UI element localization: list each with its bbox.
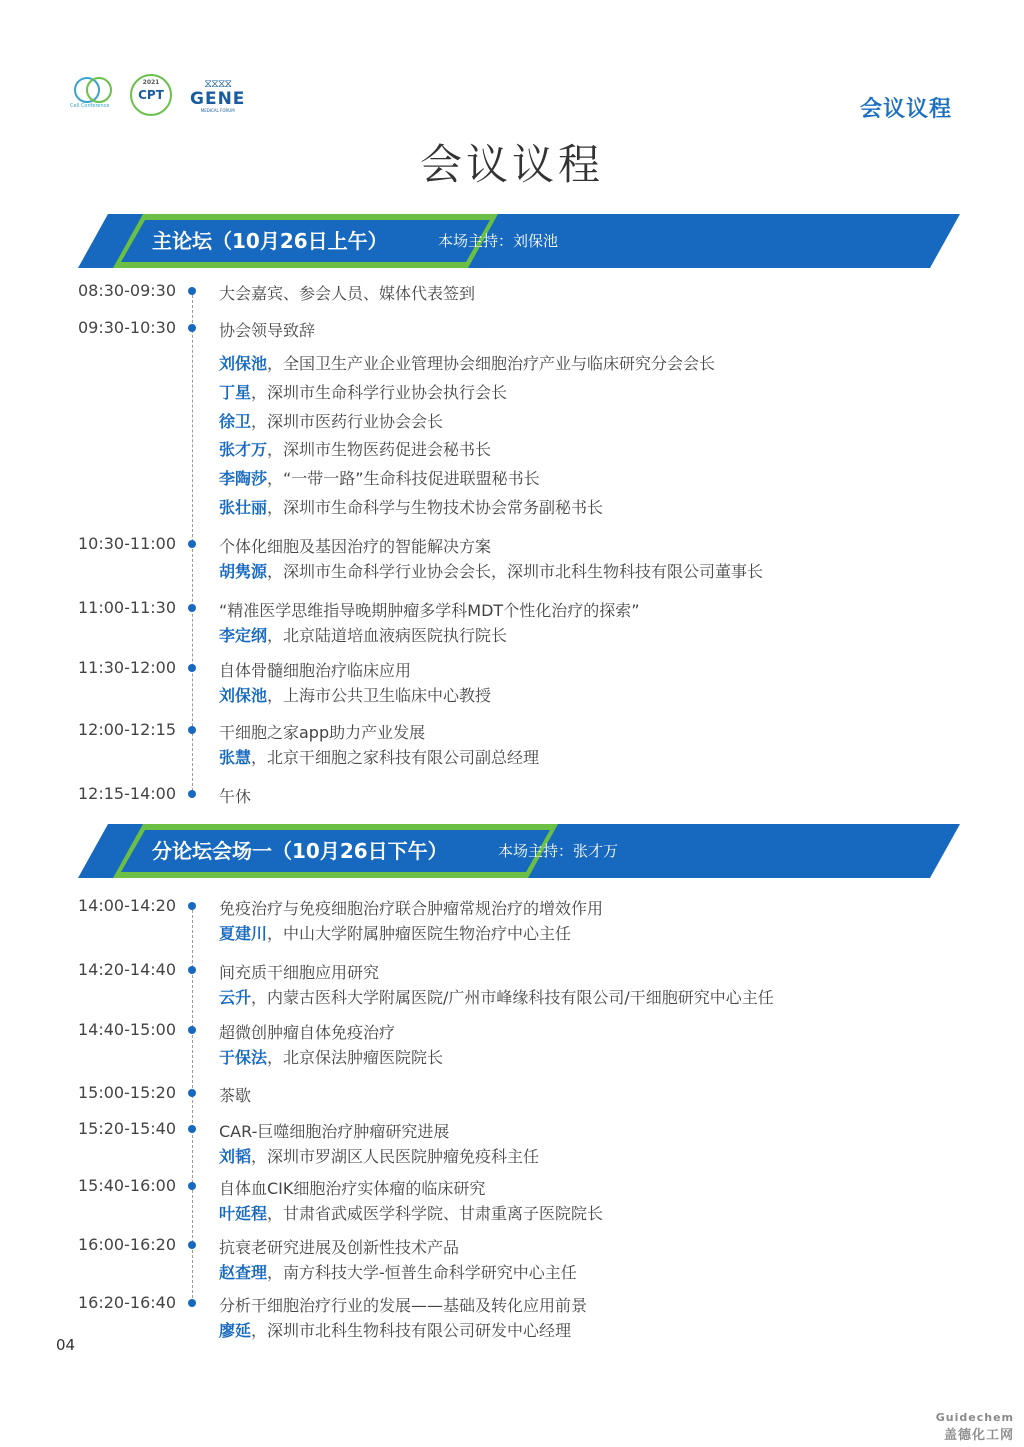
topic: 超微创肿瘤自体免疫治疗 bbox=[219, 1023, 396, 1042]
topic: 干细胞之家app助力产业发展 bbox=[219, 723, 426, 742]
timeline-dot bbox=[188, 1125, 196, 1133]
speaker: 赵查理，南方科技大学-恒普生命科学研究中心主任 bbox=[219, 1263, 577, 1282]
topic: 协会领导致辞 bbox=[219, 321, 316, 340]
session-banner-main bbox=[78, 214, 960, 268]
topic: 抗衰老研究进展及创新性技术产品 bbox=[219, 1238, 460, 1257]
speaker: 李定纲，北京陆道培血液病医院执行院长 bbox=[219, 626, 508, 645]
timeline-dot bbox=[188, 790, 196, 798]
time-slot: 08:30-09:30 bbox=[78, 281, 176, 300]
time-slot: 11:30-12:00 bbox=[78, 658, 176, 677]
timeline-dot bbox=[188, 1182, 196, 1190]
page-title: 会议议程 bbox=[419, 140, 604, 189]
timeline-dot bbox=[188, 540, 196, 548]
topic: 茶歇 bbox=[219, 1086, 252, 1105]
cell-conference-logo: Cell Conference bbox=[72, 75, 112, 115]
speaker: 张才万，深圳市生物医药促进会秘书长 bbox=[219, 440, 492, 459]
timeline-dot bbox=[188, 287, 196, 295]
session-banner-sub1 bbox=[78, 824, 960, 878]
cpt-logo: 2021 CPT bbox=[130, 74, 172, 116]
timeline-dot bbox=[188, 966, 196, 974]
speaker: 于保法，北京保法肿瘤医院院长 bbox=[219, 1048, 444, 1067]
time-slot: 12:00-12:15 bbox=[78, 720, 176, 739]
topic: 自体血CIK细胞治疗实体瘤的临床研究 bbox=[219, 1179, 486, 1198]
timeline-dot bbox=[188, 664, 196, 672]
time-slot: 15:00-15:20 bbox=[78, 1083, 176, 1102]
speaker: 叶延程，甘肃省武威医学科学院、甘肃重离子医院院长 bbox=[219, 1204, 604, 1223]
session-title: 主论坛（10月26日上午） bbox=[152, 229, 388, 253]
header-logos bbox=[72, 74, 245, 116]
time-slot: 14:40-15:00 bbox=[78, 1020, 176, 1039]
session-host: 本场主持：张才万 bbox=[498, 842, 619, 860]
speaker: 李陶莎，“一带一路”生命科技促进联盟秘书长 bbox=[219, 469, 540, 488]
speaker: 刘保池，上海市公共卫生临床中心教授 bbox=[219, 686, 492, 705]
time-slot: 15:20-15:40 bbox=[78, 1119, 176, 1138]
topic: 自体骨髓细胞治疗临床应用 bbox=[219, 661, 412, 680]
speaker: 张壮丽，深圳市生命科学与生物技术协会常务副秘书长 bbox=[219, 498, 604, 517]
time-slot: 09:30-10:30 bbox=[78, 318, 176, 337]
gene-medical-forum-logo: ⧖⧖⧖⧖ GENE MEDICAL FORUM bbox=[190, 76, 246, 113]
time-slot: 15:40-16:00 bbox=[78, 1176, 176, 1195]
topic: “精准医学思维指导晚期肿瘤多学科MDT个性化治疗的探索” bbox=[219, 601, 640, 620]
timeline-dot bbox=[188, 1026, 196, 1034]
topic: 分析干细胞治疗行业的发展——基础及转化应用前景 bbox=[219, 1296, 588, 1315]
timeline-dot bbox=[188, 604, 196, 612]
time-slot: 12:15-14:00 bbox=[78, 784, 176, 803]
time-slot: 11:00-11:30 bbox=[78, 598, 176, 617]
dna-icon: ⧖⧖⧖⧖ bbox=[204, 76, 232, 90]
time-slot: 14:20-14:40 bbox=[78, 960, 176, 979]
time-slot: 14:00-14:20 bbox=[78, 896, 176, 915]
speaker: 云升，内蒙古医科大学附属医院/广州市峰缘科技有限公司/干细胞研究中心主任 bbox=[219, 988, 774, 1007]
topic: 间充质干细胞应用研究 bbox=[219, 963, 380, 982]
timeline-dot bbox=[188, 324, 196, 332]
speaker: 胡隽源，深圳市生命科学行业协会会长，深圳市北科生物科技有限公司董事长 bbox=[219, 562, 764, 581]
session-title: 分论坛会场一（10月26日下午） bbox=[152, 839, 448, 863]
speaker: 刘保池，全国卫生产业企业管理协会细胞治疗产业与临床研究分会会长 bbox=[219, 354, 716, 373]
topic: 大会嘉宾、参会人员、媒体代表签到 bbox=[219, 284, 476, 303]
timeline-dot bbox=[188, 1089, 196, 1097]
speaker: 刘韬，深圳市罗湖区人民医院肿瘤免疫科主任 bbox=[219, 1147, 540, 1166]
section-label: 会议议程 bbox=[859, 97, 952, 122]
time-slot: 16:20-16:40 bbox=[78, 1293, 176, 1312]
speaker: 廖延，深圳市北科生物科技有限公司研发中心经理 bbox=[219, 1321, 572, 1340]
speaker: 丁星，深圳市生命科学行业协会执行会长 bbox=[219, 383, 508, 402]
timeline-dot bbox=[188, 1299, 196, 1307]
speaker: 徐卫，深圳市医药行业协会会长 bbox=[219, 412, 444, 431]
time-slot: 16:00-16:20 bbox=[78, 1235, 176, 1254]
timeline-dot bbox=[188, 902, 196, 910]
speaker: 夏建川，中山大学附属肿瘤医院生物治疗中心主任 bbox=[219, 924, 572, 943]
session-host: 本场主持：刘保池 bbox=[438, 232, 559, 250]
topic: CAR-巨噬细胞治疗肿瘤研究进展 bbox=[219, 1122, 450, 1141]
time-slot: 10:30-11:00 bbox=[78, 534, 176, 553]
speaker: 张慧，北京干细胞之家科技有限公司副总经理 bbox=[219, 748, 540, 767]
topic: 免疫治疗与免疫细胞治疗联合肿瘤常规治疗的增效作用 bbox=[219, 899, 604, 918]
topic: 个体化细胞及基因治疗的智能解决方案 bbox=[219, 537, 492, 556]
watermark: Guidechem 盖德化工网 bbox=[935, 1411, 1014, 1443]
timeline-dot bbox=[188, 726, 196, 734]
topic: 午休 bbox=[219, 787, 252, 806]
page-number: 04 bbox=[56, 1336, 76, 1354]
timeline-dot bbox=[188, 1241, 196, 1249]
